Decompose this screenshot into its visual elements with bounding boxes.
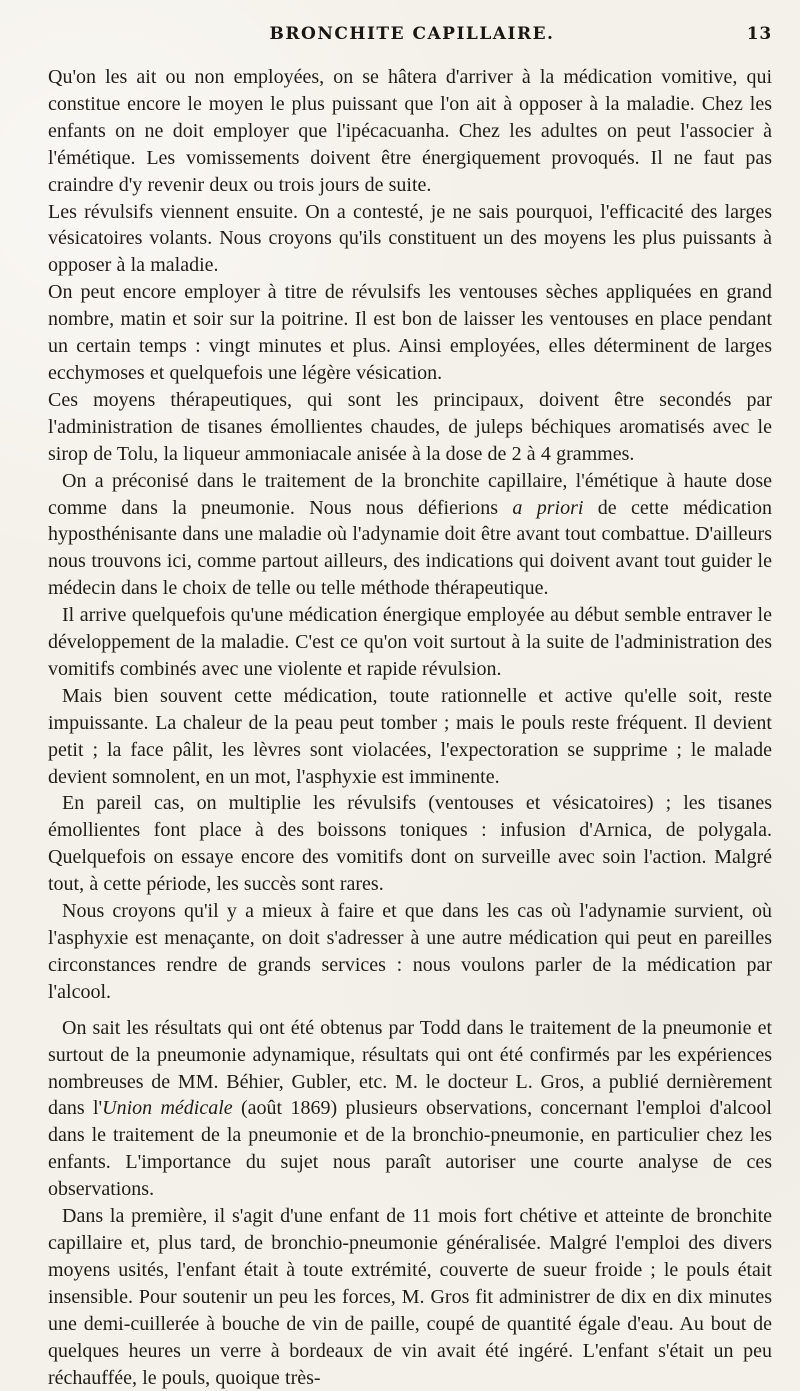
paragraph-5-italic: a priori [512, 496, 584, 519]
paragraph-10-italic: Union médicale [102, 1097, 233, 1120]
paragraph-5-before-italic: On a préconisé dans le traitement de la bronchite capillaire, l'émétique à haute dose comme dans la pneumonie. Nous nous défierions [48, 469, 772, 519]
paragraph-5-after-italic: de cette médication hyposthénisante dans une maladie où l'adynamie doit être avant tout combattue. D'ailleurs nous trouvons ici, comme partout ailleurs, des indications qui doivent avant tout guider le médecin dans le choix de telle ou telle méthode thérapeutique. [48, 496, 772, 600]
paragraph-11: Dans la première, il s'agit d'une enfant de 11 mois fort chétive et atteinte de bronchite capillaire et, plus tard, de bronchio-pneumonie généralisée. Malgré l'emploi des divers moyens usités, l'enfant était à toute extrémité, couverte de sueur froide ; le pouls était insensible. Pour soutenir un peu les forces, M. Gros fit administrer de dix en dix minutes une demi-cuillerée à bouche de vin de paille, coupé de quantité égale d'eau. Au bout de quelques heures un verre à bordeaux de vin avait été ingéré. L'enfant s'était un peu réchauffée, le pouls, quoique très- [48, 1205, 772, 1389]
paragraph-8: En pareil cas, on multiplie les révulsifs (ventouses et vésicatoires) ; les tisanes émollientes font place à des boissons toniques : infusion d'Arnica, de polygala. Quelquefois on essaye encore des vomitifs dont on surveille avec soin l'action. Malgré tout, à cette période, les succès sont rares. [48, 792, 772, 896]
paragraph-1: Qu'on les ait ou non employées, on se hâtera d'arriver à la médication vomitive, qui constitue encore le moyen le plus puissant que l'on ait à opposer à la maladie. Chez les enfants on ne doit employer que l'ipécacuanha. Chez les adultes on peut l'associer à l'émétique. Les vomissements doivent être énergiquement provoqués. Il ne faut pas craindre d'y revenir deux ou trois jours de suite. [48, 66, 772, 196]
paragraph-6: Il arrive quelquefois qu'une médication énergique employée au début semble entraver le développement de la maladie. C'est ce qu'on voit surtout à la suite de l'administration des vomitifs combinés avec une violente et rapide révulsion. [48, 604, 772, 680]
paragraph-gap [48, 1006, 772, 1015]
running-title: BRONCHITE CAPILLAIRE. [269, 24, 555, 44]
paragraph-10-before-italic: On sait les résultats qui ont été obtenus par Todd dans le traitement de la pneumonie et surtout de la pneumonie adynamique, résultats qui ont été confirmés par les expériences nombreuses de MM. Béhier, Gubler, etc. M. le docteur L. Gros, a publié dernièrement dans l' [48, 1016, 772, 1120]
paragraph-5 [48, 468, 772, 603]
main-text [48, 64, 772, 1391]
paragraph-3: On peut encore employer à titre de révulsifs les ventouses sèches appliquées en grand nombre, matin et soir sur la poitrine. Il est bon de laisser les ventouses en place pendant un certain temps : vingt minutes et plus. Ainsi employées, elles déterminent de larges ecchymoses et quelquefois une légère vésication. [48, 281, 772, 384]
paragraph-2: Les révulsifs viennent ensuite. On a contesté, je ne sais pourquoi, l'efficacité des larges vésicatoires volants. Nous croyons qu'ils constituent un des moyens les plus puissants à opposer à la maladie. [48, 200, 772, 277]
page-header [48, 24, 772, 58]
paragraph-10-after-italic: (août 1869) plusieurs observations, concernant l'emploi d'alcool dans le traitement de la pneumonie et de la bronchio-pneumonie, en particulier chez les enfants. L'importance du sujet nous paraît autoriser une courte analyse de ces observations. [48, 1097, 772, 1201]
paragraph-9: Nous croyons qu'il y a mieux à faire et que dans les cas où l'adynamie survient, où l'asphyxie est menaçante, on doit s'adresser à une autre médication qui peut en pareilles circonstances rendre de grands services : nous voulons parler de la médication par l'alcool. [48, 900, 772, 1003]
page-number: 13 [746, 24, 772, 44]
paragraph-7: Mais bien souvent cette médication, toute rationnelle et active qu'elle soit, reste impuissante. La chaleur de la peau peut tomber ; mais le pouls reste fréquent. Il devient petit ; la face pâlit, les lèvres sont violacées, l'expectoration se supprime ; le malade devient somnolent, en un mot, l'asphyxie est imminente. [48, 684, 772, 788]
paragraph-10 [48, 1015, 772, 1203]
paragraph-4: Ces moyens thérapeutiques, qui sont les principaux, doivent être secondés par l'administration de tisanes émollientes chaudes, de juleps béchiques aromatisés avec le sirop de Tolu, la liqueur ammoniacale anisée à la dose de 2 à 4 grammes. [48, 388, 772, 465]
